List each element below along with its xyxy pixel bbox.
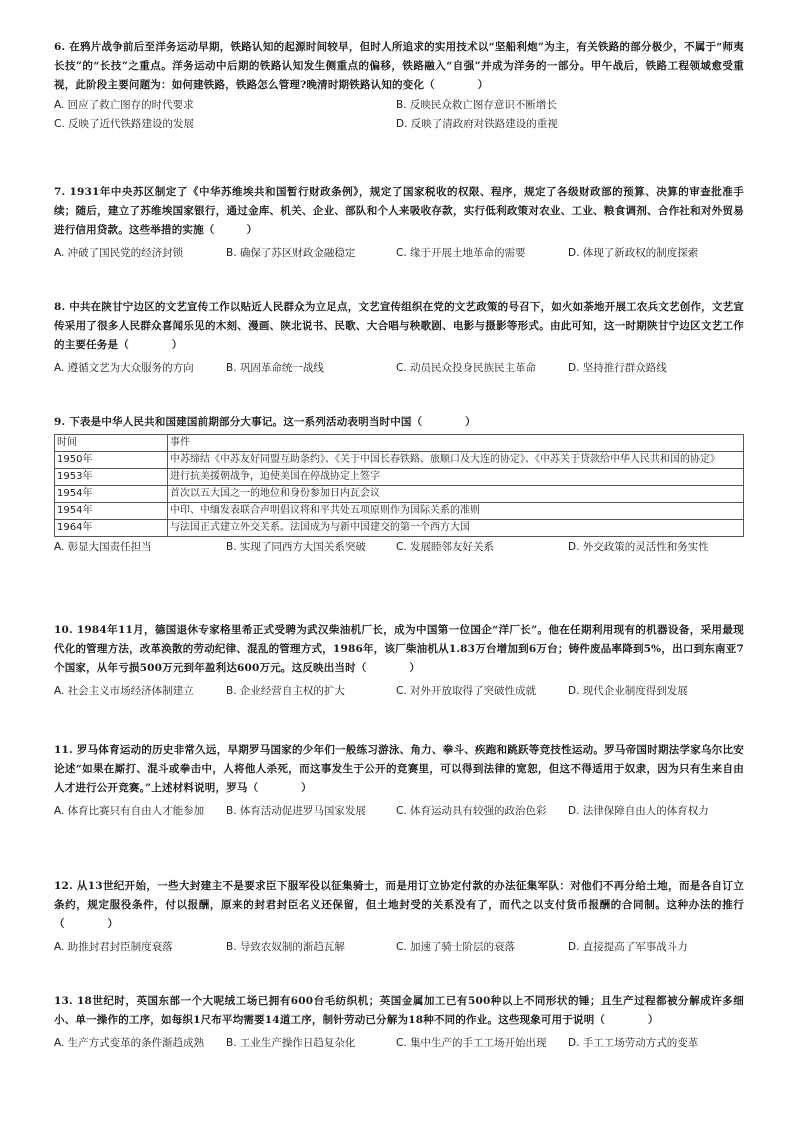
question-10 [54, 621, 744, 701]
table-header-row [55, 435, 744, 452]
option-c[interactable]: C. 动员民众投身民族民主革命 [396, 362, 537, 374]
table-row [55, 452, 744, 469]
option-a[interactable]: A. 遵循文艺为大众服务的方向 [54, 362, 194, 374]
option-d[interactable]: D. 外交政策的灵活性和务实性 [568, 541, 709, 553]
events-table [54, 434, 744, 537]
question-stem: 7. 1931年中央苏区制定了《中华苏维埃共和国暂行财政条例》，规定了国家税收的权限、程序，规定了各级财政部的预算、决算的审查批准手续；随后，建立了苏维埃国家银行，通过金库、机关、企业、部队和个人来吸收存款，实行低利政策对农业、工业、粮食调剂、合作社和对外贸易进行信用贷款。这些举措的实施（ ） [54, 186, 744, 236]
option-a[interactable]: A. 彰显大国责任担当 [54, 541, 152, 553]
option-d[interactable]: D. 现代企业制度得到发展 [568, 685, 688, 697]
question-stem: 12. 从13世纪开始，一些大封建主不是要求臣下服军役以征集骑士，而是用订立协定付款的办法征集军队：对他们不再分给土地，而是各自订立条约，规定服役条件，付以报酬，原来的封君封臣名义还保留，但土地封受的关系没有了，而代之以支付货币报酬的合同制。这种办法的推行（ ） [54, 880, 744, 930]
question-12 [54, 877, 744, 957]
option-c[interactable]: C. 集中生产的手工工场开始出现 [396, 1037, 547, 1049]
question-stem: 8. 中共在陕甘宁边区的文艺宣传工作以贴近人民群众为立足点，文艺宣传组织在党的文艺政策的号召下，如火如荼地开展工农兵文艺创作，文艺宣传采用了很多人民群众喜闻乐见的木刻、漫画、陕北说书、民歌、大合唱与秧歌剧、电影与摄影等形式。由此可知，这一时期陕甘宁边区文艺工作的主要任务是（ ） [54, 301, 744, 351]
option-c[interactable]: C. 发展睦邻友好关系 [396, 541, 495, 553]
table-cell-event: 中印、中缅发表联合声明倡议将和平共处五项原则作为国际关系的准则 [168, 503, 744, 520]
option-b[interactable]: B. 工业生产操作日趋复杂化 [226, 1037, 356, 1049]
question-13 [54, 992, 744, 1072]
option-b[interactable]: B. 实现了同西方大国关系突破 [226, 541, 366, 553]
option-b[interactable]: B. 导致农奴制的渐趋瓦解 [226, 941, 345, 953]
question-9 [54, 413, 744, 557]
table-header: 事件 [168, 435, 744, 452]
option-c[interactable]: C. 加速了骑士阶层的衰落 [396, 941, 516, 953]
options-row [54, 96, 744, 115]
question-stem: 13. 18世纪时，英国东部一个大呢绒工场已拥有600台毛纺织机；英国金属加工已有500种以上不同形状的锤；且生产过程都被分解成许多细小、单一操作的工序，如每织1尺布平均需要14道工序，制针劳动已分解为18种不同的作业。这些现象可用于说明（ ） [54, 995, 744, 1026]
options-row [54, 938, 744, 957]
options-row [54, 682, 744, 701]
option-d[interactable]: D. 坚持推行群众路线 [568, 362, 667, 374]
question-stem: 10. 1984年11月，德国退休专家格里希正式受聘为武汉柴油机厂长，成为中国第一位国企“洋厂长”。他在任期利用现有的机器设备，采用最现代化的管理方法，改革涣散的劳动纪律、混乱的管理方式，1986年，该厂柴油机从1.83万台增加到6万台；铸件废品率降到5%，出口到东南亚7个国家，从年亏损500万元到年盈利达600万元。这反映出当时（ ） [54, 624, 744, 674]
options-row [54, 538, 744, 557]
option-d[interactable]: D. 直接提高了军事战斗力 [568, 941, 688, 953]
question-stem: 6. 在鸦片战争前后至洋务运动早期，铁路认知的起源时间较早，但时人所追求的实用技术以“坚船利炮”为主，有关铁路的部分极少，不属于“师夷长技”的“长技”之重点。洋务运动中后期的铁路认知发生侧重点的偏移，铁路融入“自强”并成为洋务的一部分。甲午战后，铁路工程领域愈受重视，此阶段主要问题为：如何建铁路，铁路怎么管理?晚清时期铁路认知的变化（ ） [54, 41, 744, 91]
option-b[interactable]: B. 企业经营自主权的扩大 [226, 685, 345, 697]
table-row [55, 520, 744, 537]
option-a[interactable]: A. 助推封君封臣制度衰落 [54, 941, 173, 953]
option-b[interactable]: B. 反映民众救亡图存意识不断增长 [396, 99, 557, 111]
option-d[interactable]: D. 体现了新政权的制度探索 [568, 247, 699, 259]
question-stem: 11. 罗马体育运动的历史非常久远，早期罗马国家的少年们一般练习游泳、角力、拳斗、疾跑和跳跃等竞技性运动。罗马帝国时期法学家乌尔比安论述“如果在厮打、混斗或拳击中，人将他人杀死，而这事发生于公开的竞赛里，可以得到法律的宽恕，但这不得适用于奴隶，因为只有生来自由人才进行公开竞赛。”上述材料说明，罗马（ ） [54, 744, 744, 794]
table-row [55, 469, 744, 486]
options-row [54, 359, 744, 378]
option-b[interactable]: B. 巩固革命统一战线 [226, 362, 324, 374]
option-a[interactable]: A. 回应了救亡图存的时代要求 [54, 99, 194, 111]
option-b[interactable]: B. 体育活动促进罗马国家发展 [226, 805, 366, 817]
option-a[interactable]: A. 生产方式变革的条件渐趋成熟 [54, 1037, 205, 1049]
question-11 [54, 741, 744, 840]
option-a[interactable]: A. 冲破了国民党的经济封锁 [54, 247, 184, 259]
table-cell-year: 1954年 [55, 486, 168, 503]
option-c[interactable]: C. 缘于开展土地革命的需要 [396, 247, 526, 259]
option-d[interactable]: D. 手工工场劳动方式的变革 [568, 1037, 699, 1049]
table-cell-year: 1950年 [55, 452, 168, 469]
option-d[interactable]: D. 反映了清政府对铁路建设的重视 [396, 118, 558, 130]
table-cell-event: 进行抗美援朝战争，迫使美国在停战协定上签字 [168, 469, 744, 486]
option-c[interactable]: C. 体育运动具有较强的政治色彩 [396, 805, 547, 817]
options-row [54, 115, 744, 134]
option-d[interactable]: D. 法律保障自由人的体育权力 [568, 805, 709, 817]
table-cell-year: 1953年 [55, 469, 168, 486]
option-c[interactable]: C. 反映了近代铁路建设的发展 [54, 118, 195, 130]
option-a[interactable]: A. 体育比赛只有自由人才能参加 [54, 805, 205, 817]
options-row [54, 244, 744, 263]
table-cell-year: 1954年 [55, 503, 168, 520]
table-header: 时间 [55, 435, 168, 452]
question-6 [54, 38, 744, 134]
options-row [54, 802, 744, 840]
option-b[interactable]: B. 确保了苏区财政金融稳定 [226, 247, 356, 259]
question-7 [54, 183, 744, 263]
table-cell-year: 1964年 [55, 520, 168, 537]
table-cell-event: 首次以五大国之一的地位和身份参加日内瓦会议 [168, 486, 744, 503]
option-c[interactable]: C. 对外开放取得了突破性成就 [396, 685, 537, 697]
question-8 [54, 298, 744, 378]
question-stem: 9. 下表是中华人民共和国建国前期部分大事记。这一系列活动表明当时中国（ ） [54, 416, 476, 428]
table-cell-event: 中苏缔结《中苏友好同盟互助条约》、《关于中国长春铁路、旅顺口及大连的协定》、《中苏关于贷款给中华人民共和国的协定》 [168, 452, 744, 469]
table-cell-event: 与法国正式建立外交关系。法国成为与新中国建交的第一个西方大国 [168, 520, 744, 537]
option-a[interactable]: A. 社会主义市场经济体制建立 [54, 685, 194, 697]
options-row [54, 1034, 744, 1072]
table-row [55, 503, 744, 520]
table-row [55, 486, 744, 503]
